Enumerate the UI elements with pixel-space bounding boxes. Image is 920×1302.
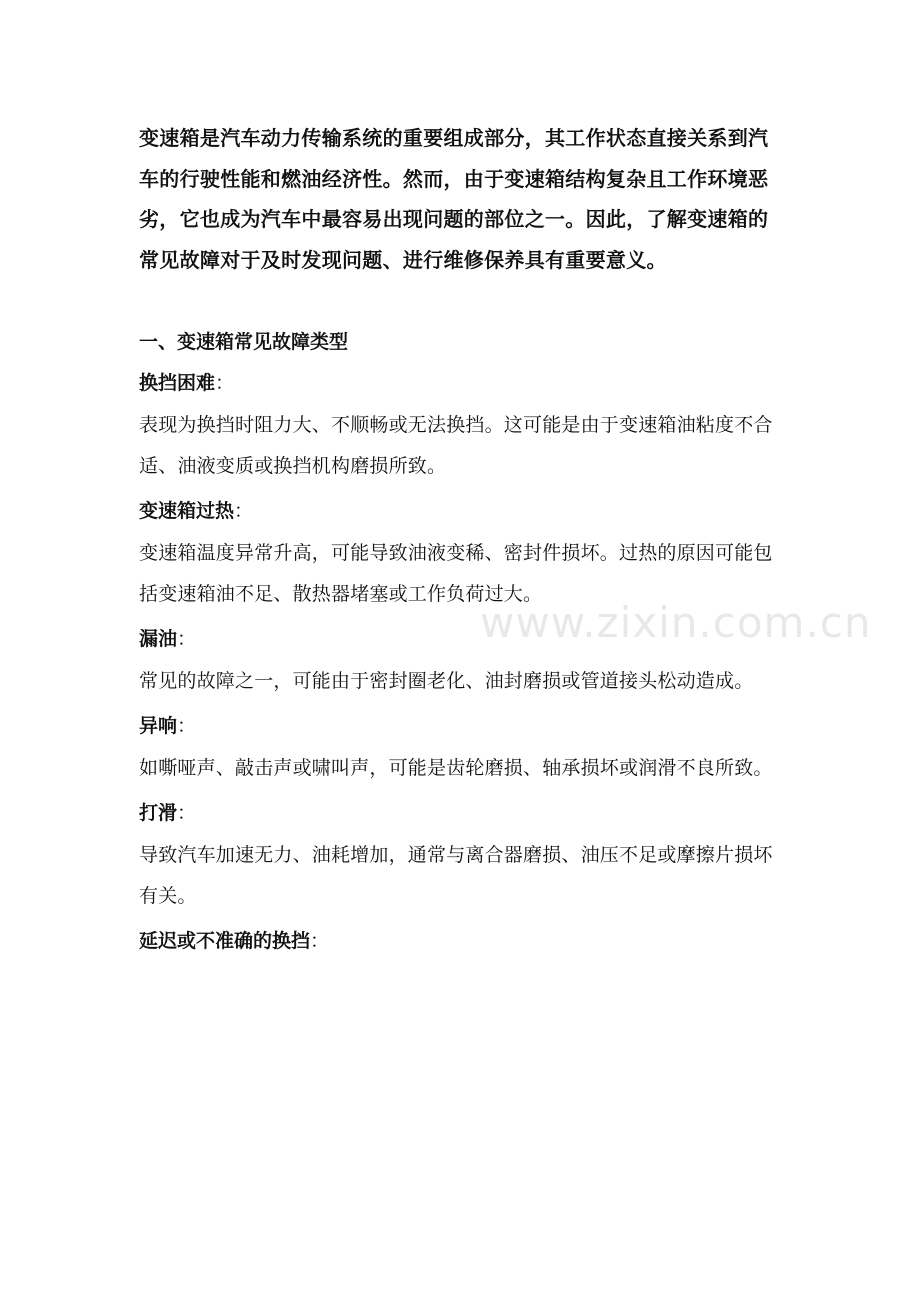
watermark: www.zixin.com.cn — [480, 598, 872, 647]
intro-paragraph: 变速箱是汽车动力传输系统的重要组成部分，其工作状态直接关系到汽车的行驶性能和燃油经济性。然而，由于变速箱结构复杂且工作环境恶劣，它也成为汽车中最容易出现问题的部位之一。因此，了解变速箱的常见故障对于及时发现问题、进行维修保养具有重要意义。 — [139, 126, 769, 272]
fault-term — [139, 617, 784, 661]
fault-description: 导致汽车加速无力、油耗增加，通常与离合器磨损、油压不足或摩擦片损坏有关。 — [139, 844, 773, 907]
fault-term — [139, 361, 784, 405]
fault-term-label: 打滑 — [139, 802, 178, 824]
fault-description: 如嘶哑声、敲击声或啸叫声，可能是齿轮磨损、轴承损坏或润滑不良所致。 — [139, 757, 773, 779]
fault-description: 表现为换挡时阻力大、不顺畅或无法换挡。这可能是由于变速箱油粘度不合适、油液变质或换挡机构磨损所致。 — [139, 414, 773, 477]
colon: ： — [177, 715, 197, 737]
fault-term — [139, 489, 784, 533]
colon: ： — [177, 628, 197, 650]
fault-term — [139, 919, 784, 963]
fault-term-label: 变速箱过热 — [139, 500, 235, 522]
fault-term-label: 漏油 — [139, 628, 178, 650]
colon: ： — [310, 930, 330, 952]
fault-term-label: 换挡困难 — [139, 372, 216, 394]
fault-term-label: 异响 — [139, 715, 178, 737]
fault-term — [139, 704, 784, 748]
fault-description: 变速箱温度异常升高，可能导致油液变稀、密封件损坏。过热的原因可能包括变速箱油不足、散热器堵塞或工作负荷过大。 — [139, 542, 773, 605]
fault-term-label: 延迟或不准确的换挡 — [139, 930, 311, 952]
colon: ： — [215, 372, 235, 394]
document-body — [139, 118, 784, 963]
section-title: 一、变速箱常见故障类型 — [139, 331, 349, 353]
colon: ： — [177, 802, 197, 824]
fault-description: 常见的故障之一，可能由于密封圈老化、油封磨损或管道接头松动造成。 — [139, 670, 754, 692]
fault-term — [139, 791, 784, 835]
colon: ： — [234, 500, 254, 522]
